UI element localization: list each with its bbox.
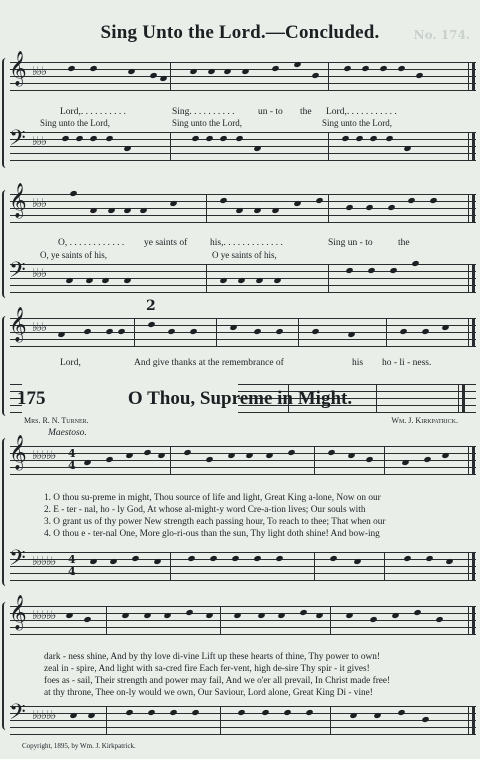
note-head-icon — [293, 200, 301, 207]
staff-line — [10, 325, 476, 326]
note-head-icon — [75, 135, 83, 142]
staff-line — [10, 634, 476, 635]
staff-line — [10, 566, 476, 567]
note-head-icon — [69, 712, 77, 719]
lyric: the — [398, 238, 410, 248]
note-head-icon — [87, 712, 95, 719]
note-head-icon — [347, 452, 355, 459]
bar-line — [330, 606, 331, 634]
note-head-icon — [255, 277, 263, 284]
note-head-icon — [229, 324, 237, 331]
note-head-icon — [65, 612, 73, 619]
note-head-icon — [127, 68, 135, 75]
bass-staff — [9, 258, 476, 292]
note-head-icon — [271, 207, 279, 214]
note-head-icon — [123, 277, 131, 284]
note-head-icon — [233, 612, 241, 619]
lyric: Lord,. . . . . . . . . . — [60, 107, 126, 117]
note-head-icon — [219, 197, 227, 204]
note-head-icon — [287, 449, 295, 456]
note-head-icon — [373, 712, 381, 719]
note-head-icon — [361, 65, 369, 72]
staff-line — [10, 474, 476, 475]
bar-line — [468, 264, 475, 292]
lyric: Lord,. . . . . . . . . . . — [326, 107, 397, 117]
note-head-icon — [149, 72, 157, 79]
staff-line — [10, 734, 476, 735]
note-head-icon — [327, 449, 335, 456]
note-head-icon — [315, 197, 323, 204]
staff-line — [10, 606, 476, 607]
note-head-icon — [131, 555, 139, 562]
note-head-icon — [83, 616, 91, 623]
note-head-icon — [399, 328, 407, 335]
note-head-icon — [121, 612, 129, 619]
key-signature-icon: ♭♭♭ — [32, 320, 46, 334]
lyric: Sing. . . . . . . . . . — [172, 107, 235, 117]
note-head-icon — [343, 65, 351, 72]
note-head-icon — [101, 277, 109, 284]
note-head-icon — [365, 204, 373, 211]
staff-line — [10, 627, 476, 628]
staff-line — [10, 208, 476, 209]
bar-line — [170, 552, 171, 580]
note-head-icon — [441, 324, 449, 331]
staff-line — [10, 346, 476, 347]
verse-line: 3. O grant us of thy power New strength each passing hour, To reach to thee; That when our — [44, 517, 386, 527]
treble-staff — [9, 307, 476, 346]
note-head-icon — [253, 555, 261, 562]
note-head-icon — [253, 328, 261, 335]
note-head-icon — [305, 709, 313, 716]
lyric: Sing un - to — [328, 238, 373, 248]
staff-line — [10, 706, 476, 707]
treble-clef-icon: 𝄞 — [9, 595, 27, 630]
lyric: O, . . . . . . . . . . . . — [58, 238, 125, 248]
corner-mark: No. 174. — [413, 28, 470, 42]
time-signature: 4 4 — [68, 447, 76, 472]
note-head-icon — [235, 207, 243, 214]
note-head-icon — [185, 609, 193, 616]
note-head-icon — [83, 459, 91, 466]
note-head-icon — [123, 145, 131, 152]
note-head-icon — [61, 135, 69, 142]
note-head-icon — [147, 709, 155, 716]
staff-line — [10, 194, 476, 195]
note-head-icon — [411, 260, 419, 267]
note-head-icon — [169, 200, 177, 207]
verse-line: zeal in - spire, And light with sa-cred fire Each fer-vent, high de-sire Thy spir - it gives! — [44, 664, 370, 674]
staff-line — [10, 153, 476, 154]
lyric: Sing unto the Lord, — [172, 118, 242, 128]
lyric: the — [300, 107, 312, 117]
staff-line — [10, 215, 476, 216]
note-head-icon — [241, 68, 249, 75]
note-head-icon — [245, 452, 253, 459]
staff-line — [10, 384, 22, 385]
verse-line: 1. O thou su-preme in might, Thou source of life and light, Great King a-lone, Now on our — [44, 493, 381, 503]
note-head-icon — [401, 459, 409, 466]
note-head-icon — [403, 555, 411, 562]
tempo-marking: Maestoso. — [48, 428, 87, 438]
note-head-icon — [369, 616, 377, 623]
note-head-icon — [187, 555, 195, 562]
staff-line — [10, 446, 476, 447]
note-head-icon — [275, 328, 283, 335]
section-number: 2 — [146, 298, 156, 314]
bar-line — [216, 318, 217, 346]
bass-clef-icon: 𝄢 — [9, 546, 26, 576]
note-head-icon — [299, 609, 307, 616]
staff-line — [10, 720, 476, 721]
author-credit: Mrs. R. N. Turner. — [24, 416, 89, 425]
note-head-icon — [189, 68, 197, 75]
treble-staff — [9, 595, 476, 634]
treble-clef-icon: 𝄞 — [9, 183, 27, 218]
bar-line — [468, 706, 475, 734]
verse-line: at thy throne, Thee on-ly would we own, Our Saviour, Lord alone, Great King Di - vine! — [44, 688, 373, 698]
verse-line: 4. O thou e - ter-nal One, More glo-ri-ous than the sun, Thy light doth shine! And bow-ing — [44, 529, 380, 539]
note-head-icon — [429, 197, 437, 204]
bar-line — [328, 194, 329, 222]
note-head-icon — [237, 709, 245, 716]
staff-line — [10, 132, 476, 133]
staff-line — [10, 271, 476, 272]
bar-line — [468, 552, 475, 580]
note-head-icon — [271, 65, 279, 72]
note-head-icon — [107, 207, 115, 214]
bass-clef-icon: 𝄢 — [9, 700, 26, 730]
note-head-icon — [169, 709, 177, 716]
note-head-icon — [441, 452, 449, 459]
note-head-icon — [435, 616, 443, 623]
staff-line — [10, 552, 476, 553]
note-head-icon — [105, 328, 113, 335]
key-signature-icon: ♭♭♭♭♭ — [32, 554, 56, 568]
treble-staff — [9, 435, 476, 474]
note-head-icon — [65, 277, 73, 284]
bar-line — [468, 132, 475, 160]
note-head-icon — [397, 709, 405, 716]
verse-line: foes as - sail, Their strength and power may fail, And we o'er all prevail, In Christ made free! — [44, 676, 391, 686]
note-head-icon — [67, 65, 75, 72]
bar-line — [220, 706, 221, 734]
staff-line — [10, 339, 476, 340]
note-head-icon — [311, 328, 319, 335]
note-head-icon — [189, 328, 197, 335]
note-head-icon — [153, 558, 161, 565]
bass-staff — [9, 126, 476, 160]
note-head-icon — [125, 452, 133, 459]
staff-line — [238, 384, 476, 385]
treble-staff — [9, 51, 476, 90]
note-head-icon — [345, 267, 353, 274]
note-head-icon — [415, 72, 423, 79]
key-signature-icon: ♭♭♭ — [32, 134, 46, 148]
note-head-icon — [423, 456, 431, 463]
note-head-icon — [159, 75, 167, 82]
bar-line — [134, 318, 135, 346]
staff-line — [10, 222, 476, 223]
staff-line — [10, 160, 476, 161]
treble-staff — [9, 183, 476, 222]
note-head-icon — [347, 331, 355, 338]
note-head-icon — [367, 267, 375, 274]
key-signature-icon: ♭♭♭ — [32, 64, 46, 78]
staff-line — [10, 412, 22, 413]
note-head-icon — [105, 135, 113, 142]
staff-line — [10, 201, 476, 202]
note-head-icon — [69, 190, 77, 197]
bass-clef-icon: 𝄢 — [9, 258, 26, 288]
note-head-icon — [369, 135, 377, 142]
note-head-icon — [365, 456, 373, 463]
note-head-icon — [329, 555, 337, 562]
lyric: O ye saints of his, — [212, 250, 277, 260]
staff-line — [10, 285, 476, 286]
staff-line — [10, 264, 476, 265]
note-head-icon — [219, 277, 227, 284]
note-head-icon — [403, 145, 411, 152]
note-head-icon — [125, 709, 133, 716]
note-head-icon — [205, 612, 213, 619]
note-head-icon — [143, 449, 151, 456]
verse-line: 2. E - ter - nal, ho - ly God, At whose al-might-y word Cre-a-tion lives; Our souls with — [44, 505, 366, 515]
staff-line — [10, 318, 476, 319]
bass-clef-icon: 𝄢 — [9, 126, 26, 156]
lyric: Lord, — [60, 358, 81, 368]
note-head-icon — [293, 61, 301, 68]
note-head-icon — [105, 456, 113, 463]
note-head-icon — [421, 716, 429, 723]
bar-line — [106, 606, 107, 634]
bar-line — [468, 446, 475, 474]
staff-line — [10, 76, 476, 77]
note-head-icon — [227, 452, 235, 459]
note-head-icon — [109, 558, 117, 565]
note-head-icon — [387, 204, 395, 211]
bass-staff — [9, 546, 476, 580]
bar-line — [314, 552, 315, 580]
time-signature: 4 4 — [68, 553, 76, 578]
note-head-icon — [425, 555, 433, 562]
note-head-icon — [205, 135, 213, 142]
bar-line — [386, 318, 387, 346]
note-head-icon — [191, 709, 199, 716]
note-head-icon — [89, 207, 97, 214]
lyric: ye saints of — [144, 238, 188, 248]
hymn-title: O Thou, Supreme in Might. — [127, 388, 353, 409]
bar-line — [468, 318, 475, 346]
note-head-icon — [89, 65, 97, 72]
note-head-icon — [85, 277, 93, 284]
bar-line — [170, 446, 171, 474]
note-head-icon — [157, 452, 165, 459]
note-head-icon — [283, 709, 291, 716]
treble-clef-icon: 𝄞 — [9, 435, 27, 470]
note-head-icon — [385, 135, 393, 142]
note-head-icon — [315, 612, 323, 619]
note-head-icon — [349, 712, 357, 719]
note-head-icon — [445, 558, 453, 565]
note-head-icon — [147, 321, 155, 328]
bar-line — [206, 264, 207, 292]
note-head-icon — [391, 612, 399, 619]
bar-line — [328, 264, 329, 292]
note-head-icon — [57, 331, 65, 338]
note-head-icon — [223, 68, 231, 75]
staff-line — [10, 453, 476, 454]
note-head-icon — [413, 609, 421, 616]
note-head-icon — [397, 65, 405, 72]
bar-line — [330, 706, 331, 734]
note-head-icon — [231, 555, 239, 562]
verse-line: dark - ness shine, And by thy love di-vine Lift up these hearts of thine, Thy power to own! — [44, 652, 380, 662]
note-head-icon — [345, 204, 353, 211]
note-head-icon — [163, 612, 171, 619]
note-head-icon — [261, 709, 269, 716]
bar-line — [328, 132, 329, 160]
note-head-icon — [191, 135, 199, 142]
note-head-icon — [277, 612, 285, 619]
bar-line — [170, 62, 171, 90]
staff-line — [10, 62, 476, 63]
staff-line — [10, 90, 476, 91]
bar-line — [384, 446, 385, 474]
bar-line — [328, 62, 329, 90]
staff-line — [10, 83, 476, 84]
staff-line — [238, 412, 476, 413]
lyric: Sing unto the Lord, — [322, 118, 392, 128]
note-head-icon — [237, 277, 245, 284]
key-signature-icon: ♭♭♭ — [32, 266, 46, 280]
staff-line — [10, 580, 476, 581]
note-head-icon — [355, 135, 363, 142]
bar-line — [220, 606, 221, 634]
note-head-icon — [143, 612, 151, 619]
note-head-icon — [275, 555, 283, 562]
lyric: O, ye saints of his, — [40, 250, 107, 260]
note-head-icon — [139, 207, 147, 214]
key-signature-icon: ♭♭♭♭♭ — [32, 448, 56, 462]
staff-line — [10, 613, 476, 614]
note-head-icon — [341, 135, 349, 142]
bar-line — [106, 706, 107, 734]
note-head-icon — [253, 145, 261, 152]
lyric: un - to — [258, 107, 283, 117]
note-head-icon — [219, 135, 227, 142]
note-head-icon — [353, 558, 361, 565]
bar-line — [384, 552, 385, 580]
bar-line — [468, 62, 475, 90]
note-head-icon — [89, 135, 97, 142]
key-signature-icon: ♭♭♭♭♭ — [32, 708, 56, 722]
bar-line — [206, 194, 207, 222]
note-head-icon — [407, 197, 415, 204]
note-head-icon — [379, 65, 387, 72]
bar-line — [298, 318, 299, 346]
treble-clef-icon: 𝄞 — [9, 307, 27, 342]
hymn-number: 175 — [17, 388, 46, 409]
note-head-icon — [421, 328, 429, 335]
note-head-icon — [89, 558, 97, 565]
note-head-icon — [257, 612, 265, 619]
note-head-icon — [167, 328, 175, 335]
key-signature-icon: ♭♭♭ — [32, 196, 46, 210]
note-head-icon — [253, 207, 261, 214]
note-head-icon — [183, 449, 191, 456]
note-head-icon — [265, 452, 273, 459]
note-head-icon — [311, 72, 319, 79]
note-head-icon — [209, 555, 217, 562]
lyric: his,. . . . . . . . . . . . . — [210, 238, 283, 248]
staff-line — [10, 727, 476, 728]
note-head-icon — [207, 68, 215, 75]
bar-line — [170, 132, 171, 160]
staff-line — [10, 620, 476, 621]
bass-staff — [9, 700, 476, 734]
note-head-icon — [123, 207, 131, 214]
lyric: Sing unto the Lord, — [40, 118, 110, 128]
key-signature-icon: ♭♭♭♭♭ — [32, 608, 56, 622]
note-head-icon — [273, 277, 281, 284]
lyric: And give thanks at the remembrance of — [134, 358, 284, 368]
bar-line — [468, 606, 475, 634]
note-head-icon — [205, 456, 213, 463]
treble-clef-icon: 𝄞 — [9, 51, 27, 86]
bar-line — [314, 446, 315, 474]
note-head-icon — [83, 328, 91, 335]
staff-line — [10, 467, 476, 468]
page-title: Sing Unto the Lord.—Concluded. — [100, 22, 380, 43]
copyright-notice: Copyright, 1895, by Wm. J. Kirkpatrick. — [22, 742, 136, 750]
lyric: ho - li - ness. — [382, 358, 432, 368]
lyric: his — [352, 358, 364, 368]
note-head-icon — [345, 612, 353, 619]
composer-credit: Wm. J. Kirkpatrick. — [391, 416, 458, 425]
note-head-icon — [389, 267, 397, 274]
note-head-icon — [235, 135, 243, 142]
staff-line — [10, 292, 476, 293]
bar-line — [468, 194, 475, 222]
note-head-icon — [117, 328, 125, 335]
staff-line — [10, 573, 476, 574]
